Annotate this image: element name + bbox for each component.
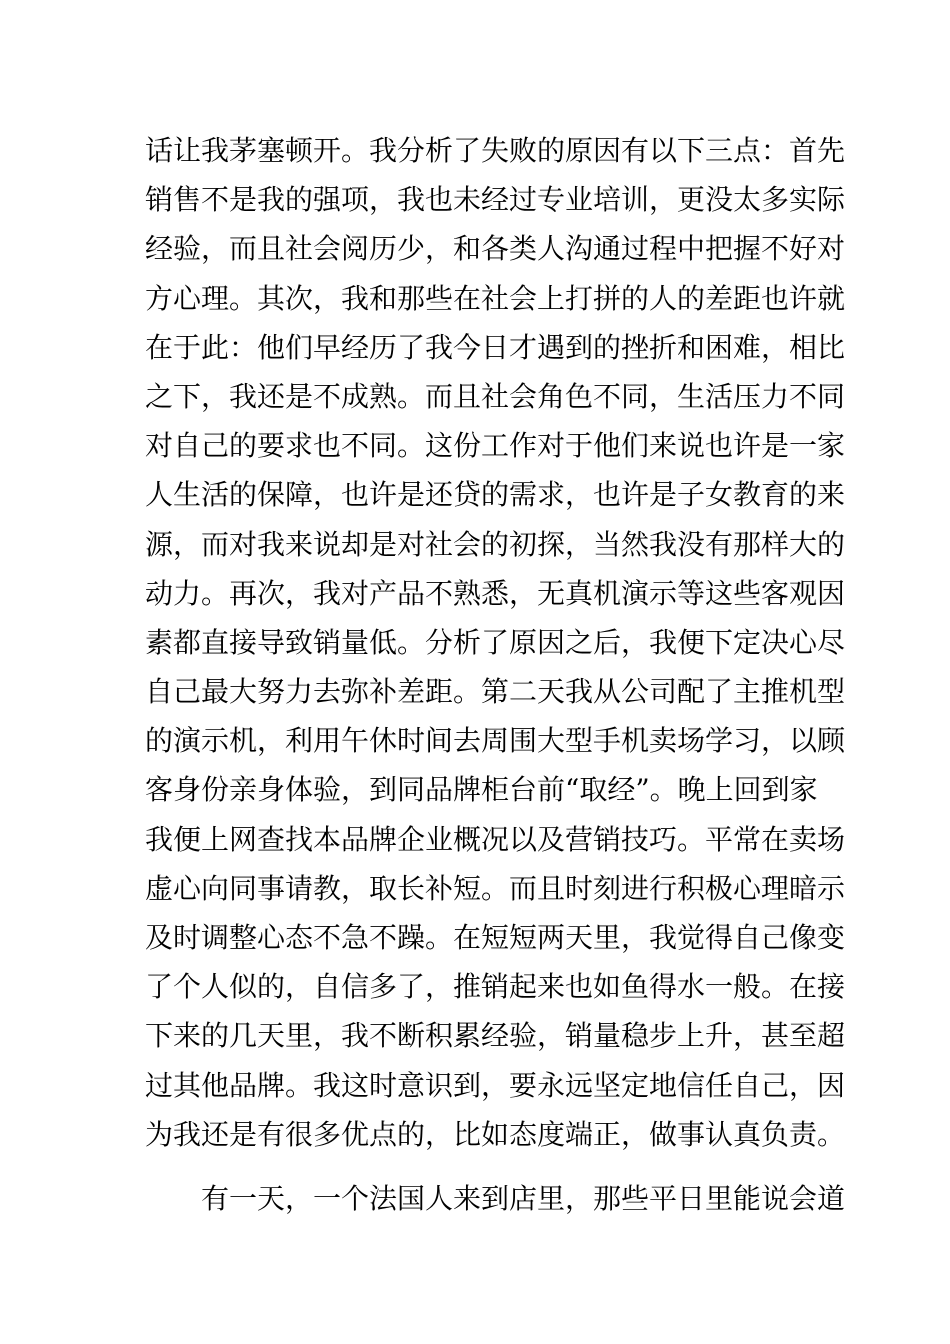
text-line: 了个人似的，自信多了，推销起来也如鱼得水一般。在接 bbox=[145, 970, 846, 1004]
text-line: 之下，我还是不成熟。而且社会角色不同，生活压力不同 bbox=[145, 379, 846, 413]
text-line: 自己最大努力去弥补差距。第二天我从公司配了主推机型 bbox=[145, 675, 846, 709]
text-line: 我便上网查找本品牌企业概况以及营销技巧。平常在卖场 bbox=[145, 822, 846, 856]
text-line: 在于此：他们早经历了我今日才遇到的挫折和困难，相比 bbox=[145, 330, 846, 364]
text-line: 有一天，一个法国人来到店里，那些平日里能说会道 bbox=[201, 1181, 846, 1215]
text-line: 客身份亲身体验，到同品牌柜台前“取经”。晚上回到家 bbox=[145, 773, 818, 807]
text-line: 对自己的要求也不同。这份工作对于他们来说也许是一家 bbox=[145, 429, 846, 463]
paragraph-1 bbox=[145, 126, 846, 1159]
text-line: 经验，而且社会阅历少，和各类人沟通过程中把握不好对 bbox=[145, 232, 846, 266]
text-line: 的演示机，利用午休时间去周围大型手机卖场学习，以顾 bbox=[145, 724, 846, 758]
text-line: 过其他品牌。我这时意识到，要永远坚定地信任自己，因 bbox=[145, 1068, 846, 1102]
text-line: 虚心向同事请教，取长补短。而且时刻进行积极心理暗示 bbox=[145, 871, 846, 905]
paragraph-gap bbox=[145, 1159, 815, 1174]
text-line: 下来的几天里，我不断积累经验，销量稳步上升，甚至超 bbox=[145, 1019, 846, 1053]
text-line: 及时调整心态不急不躁。在短短两天里，我觉得自己像变 bbox=[145, 921, 846, 954]
paragraph-2 bbox=[145, 1174, 846, 1223]
text-line: 为我还是有很多优点的，比如态度端正，做事认真负责。 bbox=[145, 1117, 846, 1151]
text-line: 方心理。其次，我和那些在社会上打拼的人的差距也许就 bbox=[145, 281, 846, 315]
document-body bbox=[145, 126, 846, 1223]
text-line: 源，而对我来说却是对社会的初探，当然我没有那样大的 bbox=[145, 527, 846, 561]
text-line: 人生活的保障，也许是还贷的需求，也许是子女教育的来 bbox=[145, 478, 846, 512]
text-line: 素都直接导致销量低。分析了原因之后，我便下定决心尽 bbox=[145, 625, 846, 659]
text-line: 话让我茅塞顿开。我分析了失败的原因有以下三点：首先 bbox=[145, 134, 846, 167]
text-line: 动力。再次，我对产品不熟悉，无真机演示等这些客观因 bbox=[145, 576, 846, 610]
text-line: 销售不是我的强项，我也未经过专业培训，更没太多实际 bbox=[145, 183, 846, 217]
